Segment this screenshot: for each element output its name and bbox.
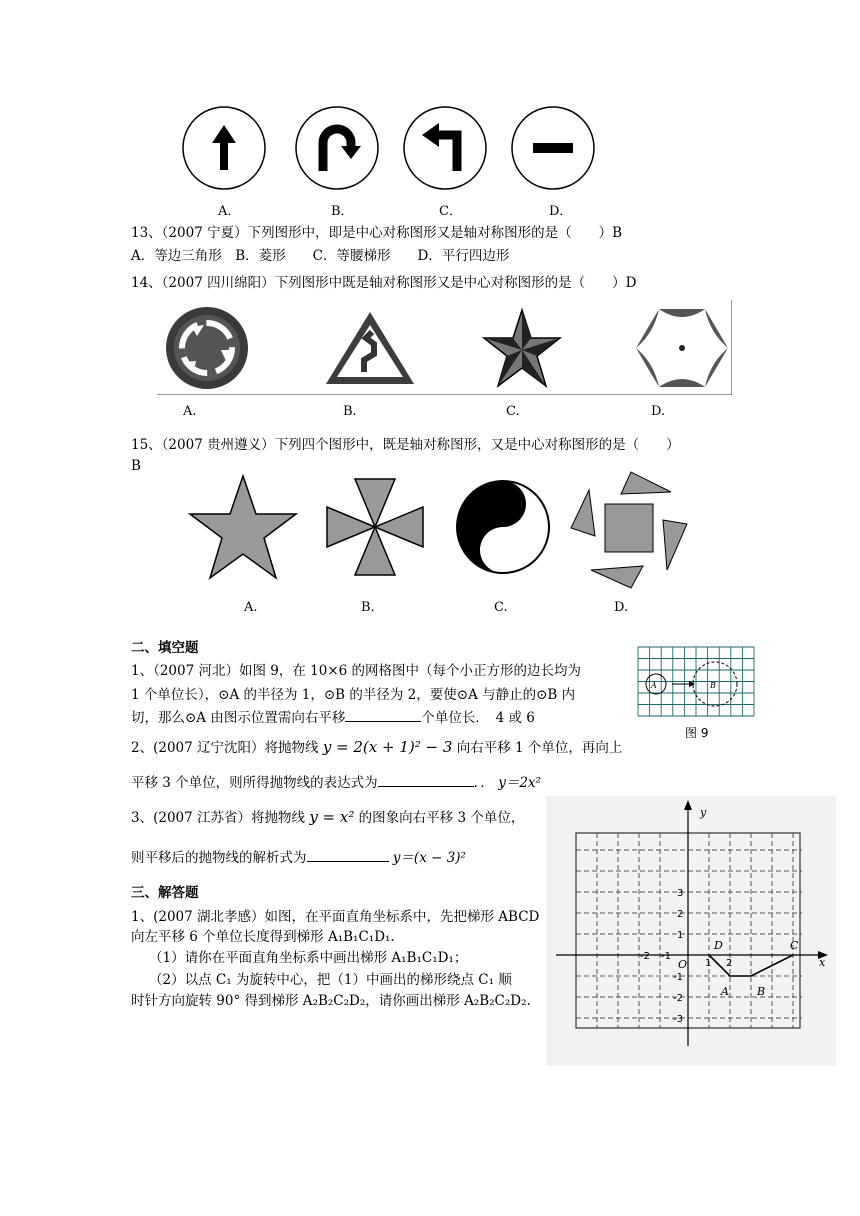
q14-option-b: B. — [343, 404, 357, 419]
fill-q3-blank[interactable] — [307, 861, 389, 862]
fill-q1-line3 — [131, 706, 535, 726]
q14-winding-road-sign — [322, 308, 418, 388]
q14-option-c: C. — [506, 404, 520, 419]
q14-hexagon-umbrella — [634, 305, 730, 391]
coord-xtick-2: 2 — [726, 958, 733, 969]
solve-q1-line3: （1）请你在平面直角坐标系中画出梯形 A₁B₁C₁D₁； — [149, 950, 468, 966]
q14-option-a: A. — [183, 404, 197, 419]
q15-star-shape — [188, 472, 298, 582]
q12-option-c: C． — [439, 204, 462, 219]
q15-stem: 15、（2007 贵州遵义）下列四个图形中，既是轴对称图形，又是中心对称图形的是（ ） — [131, 437, 680, 453]
coord-point-b: B — [757, 985, 766, 998]
coord-ytick-neg2: -2 — [673, 993, 683, 1004]
fill-q2-line1-tail: 向右平移 1 个单位，再向上 — [456, 740, 623, 756]
q12-option-a: A． — [218, 204, 241, 219]
fill-q2-dots: ．． — [473, 775, 494, 791]
fill-section-heading: 二、填空题 — [131, 640, 199, 656]
q14-roundabout-sign — [164, 305, 250, 391]
coord-axis-y-label: y — [700, 806, 707, 819]
fill-q3-line1-tail: 的图象向右平移 3 个单位， — [358, 810, 525, 826]
coord-point-c: C — [790, 939, 799, 952]
coordinate-grid-figure — [546, 796, 836, 1066]
fill-q3-line2-text: 则平移后的抛物线的解析式为 — [131, 850, 307, 866]
fill-q3-line1 — [131, 806, 524, 826]
fill-q2-blank[interactable] — [378, 786, 474, 787]
q15-yin-yang — [455, 479, 551, 575]
q15-option-b: B. — [361, 600, 375, 615]
coord-point-d: D — [714, 939, 723, 952]
fill-q1-line3-text: 切，那么⊙A 由图示位置需向右平移 — [131, 710, 346, 726]
fill-q3-answer: y＝(x − 3)² — [392, 850, 466, 866]
coord-point-a: A — [721, 985, 729, 998]
q15-option-d: D. — [614, 600, 629, 615]
coord-axis-x-label: x — [819, 956, 826, 969]
fill-q3-line2 — [131, 846, 466, 866]
q13-stem: 13、（2007 宁夏）下列图形中，即是中心对称图形又是轴对称图形的是（ ）B — [131, 225, 622, 241]
fill-q3-line1-text: 3、(2007 江苏省）将抛物线 — [131, 810, 306, 826]
fill-q1-line2: 1 个单位长），⊙A 的半径为 1，⊙B 的半径为 2，要使⊙A 与静止的⊙B 内 — [131, 687, 576, 703]
q12-sign-a — [181, 105, 267, 191]
q13-choices: A．等边三角形 B．菱形 C．等腰梯形 D．平行四边形 — [131, 248, 510, 264]
q15-answer: B — [131, 458, 141, 474]
q14-option-d: D. — [651, 404, 666, 419]
coord-xtick-neg2: -2 — [640, 951, 650, 962]
q15-option-a: A. — [244, 600, 258, 615]
fill-q1-line1: 1、（2007 河北）如图 9，在 10×6 的网格图中（每个小正方形的边长均为 — [131, 663, 582, 679]
q14-stem: 14、（2007 四川绵阳）下列图形中既是轴对称图形又是中心对称图形的是（ ）D — [131, 275, 637, 291]
coord-ytick-3: 3 — [677, 888, 684, 899]
fill-q2-formula: y = 2(x + 1)² − 3 — [322, 738, 453, 756]
coord-ytick-neg3: -3 — [673, 1014, 683, 1025]
fill-q3-formula: y = x² — [309, 808, 355, 826]
solve-q1-line4: （2）以点 C₁ 为旋转中心，把（1）中画出的梯形绕点 C₁ 顺 — [149, 972, 512, 988]
q12-option-d: D． — [549, 204, 573, 219]
q14-star — [482, 306, 562, 392]
coord-ytick-2: 2 — [677, 909, 684, 920]
fill-q1-line3-tail: 个单位长． 4 或 6 — [421, 710, 535, 726]
solve-q1-line5: 时针方向旋转 90° 得到梯形 A₂B₂C₂D₂，请你画出梯形 A₂B₂C₂D₂. — [131, 993, 531, 1009]
q12-sign-c — [402, 105, 488, 191]
figure-9-label-b: B — [710, 681, 716, 690]
fill-q2-line1 — [131, 736, 622, 756]
q12-sign-d — [510, 105, 596, 191]
figure-9-label-a: A — [651, 681, 657, 690]
q12-sign-b — [294, 105, 380, 191]
fill-q2-line2-text: 平移 3 个单位，则所得抛物线的表达式为 — [131, 775, 378, 791]
coord-ytick-neg1: -1 — [673, 972, 683, 983]
solve-section-heading: 三、解答题 — [131, 885, 199, 901]
fill-q2-answer: y＝2x² — [498, 775, 541, 791]
coord-xtick-neg1: -1 — [661, 951, 671, 962]
q12-option-b: B． — [331, 204, 354, 219]
solve-q1-line1: 1、(2007 湖北孝感）如图，在平面直角坐标系中，先把梯形 ABCD — [131, 909, 540, 925]
q15-pinwheel-square — [567, 470, 691, 590]
coord-xtick-1: 1 — [705, 958, 712, 969]
fill-q2-line1-text: 2、(2007 辽宁沈阳）将抛物线 — [131, 740, 319, 756]
solve-q1-line2: 向左平移 6 个单位长度得到梯形 A₁B₁C₁D₁. — [131, 929, 395, 945]
coord-ytick-1: 1 — [677, 930, 684, 941]
figure-9-caption: 图 9 — [685, 726, 709, 740]
q15-option-c: C. — [494, 600, 508, 615]
q15-bowtie-shape — [325, 477, 425, 577]
fill-q1-blank[interactable] — [345, 721, 421, 722]
coord-origin-label: O — [678, 958, 688, 971]
figure-9-grid — [637, 646, 755, 720]
fill-q2-line2 — [131, 771, 541, 791]
